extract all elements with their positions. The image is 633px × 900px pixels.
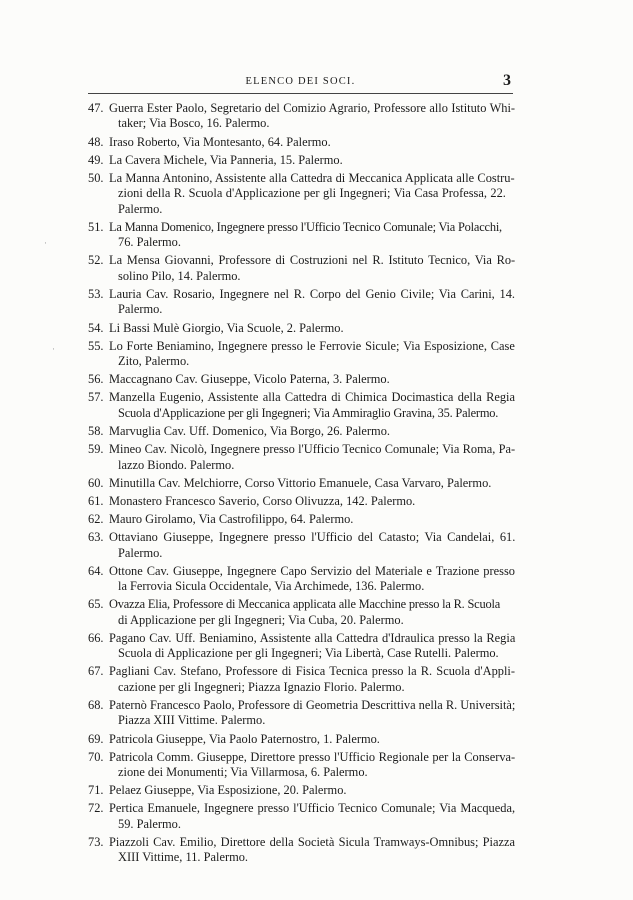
entry-text-line: taker; Via Bosco, 16. Palermo. [118,116,270,131]
entry-text-line: La Cavera Michele, Via Panneria, 15. Palermo. [109,152,343,167]
entry-text-line: Li Bassi Mulè Giorgio, Via Scuole, 2. Palermo. [109,320,344,335]
entry-number: 67. [88,664,104,679]
entry-number: 63. [88,530,104,545]
entry-text-line: Ottone Cav. Giuseppe, Ingegnere Capo Servizio del Materiale e Trazione presso [109,563,515,578]
entry-text-line: di Applicazione per gli Ingegneri; Via Cuba, 20. Palermo. [118,612,404,627]
entry-text-line: XIII Vittime, 11. Palermo. [118,850,249,865]
page-speck: · [44,238,47,248]
entry-number: 70. [88,749,104,764]
entry-text-line: La Manna Antonino, Assistente alla Cattedra di Meccanica Applicata alle Costru- [109,170,515,185]
entry-text-line: Zito, Palermo. [118,354,190,369]
entry-text-line: zioni della R. Scuola d'Applicazione per gli Ingegneri; Via Casa Professa, 22. [118,186,506,201]
entry-number: 56. [88,372,104,387]
entry-text-line: solino Pilo, 14. Palermo. [118,268,241,283]
entry-number: 61. [88,493,104,508]
entry-number: 51. [88,219,104,234]
member-entry [88,321,515,336]
entry-number: 57. [88,390,104,405]
entry-text-line: Piazzoli Cav. Emilio, Direttore della Società Sicula Tramways-Omnibus; Piazza [109,834,515,849]
entry-text-line: Mauro Girolamo, Via Castrofilippo, 64. Palermo. [109,512,354,526]
entry-number: 49. [88,152,104,167]
member-entry [88,171,515,217]
entry-text-line: Maccagnano Cav. Giuseppe, Vicolo Paterna, 3. Palermo. [109,372,390,387]
entry-text-line: 59. Palermo. [118,816,181,831]
entry-text-line: lazzo Biondo. Palermo. [118,457,235,472]
entry-number: 69. [88,731,104,746]
member-entry [88,664,515,695]
entry-text-line: Ottaviano Giuseppe, Ingegnere presso l'Ufficio del Catasto; Via Candelai, 61. [109,530,516,545]
entry-text-line: La Mensa Giovanni, Professore di Costruzioni nel R. Istituto Tecnico, Via Ro- [109,253,516,268]
running-head [88,72,513,94]
member-entry [88,220,515,251]
member-entry [88,372,515,387]
member-entry [88,801,515,832]
member-entry [88,564,515,595]
entry-text-line: Mineo Cav. Nicolò, Ingegnere presso l'Ufficio Tecnico Comunale; Via Roma, Pa- [109,442,516,457]
entry-number: 62. [88,512,104,526]
entry-text-line: Iraso Roberto, Via Montesanto, 64. Palermo. [109,134,331,149]
entry-text-line: Ovazza Elia, Professore di Meccanica applicata alle Macchine presso la R. Scuola [109,597,500,612]
member-entry [88,732,515,747]
entry-number: 59. [88,442,104,457]
entry-number: 64. [88,563,104,578]
entry-text-line: Palermo. [118,545,163,560]
entry-text-line: Palermo. [118,201,163,216]
entry-text-line: la Ferrovia Sicula Occidentale, Via Archimede, 136. Palermo. [118,579,425,594]
entry-text-line: zione dei Monumenti; Via Villarmosa, 6. Palermo. [118,765,368,780]
entry-number: 50. [88,170,104,185]
member-entry [88,424,515,439]
entry-number: 72. [88,801,104,816]
entry-text-line: La Manna Domenico, Ingegnere presso l'Ufficio Tecnico Comunale; Via Polacchi, [109,219,502,234]
member-entry [88,153,515,168]
entry-number: 68. [88,697,104,712]
member-entry [88,442,515,473]
entry-number: 53. [88,286,104,301]
entry-text-line: Pelaez Giuseppe, Via Esposizione, 20. Palermo. [109,783,347,798]
page-speck: · [52,344,55,354]
entry-text-line: Pagano Cav. Uff. Beniamino, Assistente alla Cattedra d'Idraulica presso la Regia [109,630,516,645]
entry-text-line: Scuola di Applicazione per gli Ingegneri; Via Libertà, Case Rutelli. Palermo. [118,646,499,661]
member-entry [88,287,515,318]
running-title: ELENCO DEI SOCI. [245,76,356,87]
entry-text-line: Marvuglia Cav. Uff. Domenico, Via Borgo, 26. Palermo. [109,423,390,438]
entry-number: 73. [88,834,104,849]
entry-text-line: Patricola Comm. Giuseppe, Direttore presso l'Ufficio Regionale per la Conserva- [109,749,516,764]
entry-text-line: Lauria Cav. Rosario, Ingegnere nel R. Corpo del Genio Civile; Via Carini, 14. [109,286,516,301]
entry-number: 54. [88,320,104,335]
entry-text-line: cazione per gli Ingegneri; Piazza Ignazio Florio. Palermo. [118,679,405,694]
page-number: 3 [503,72,511,89]
entry-text-line: Pertica Emanuele, Ingegnere presso l'Ufficio Tecnico Comunale; Via Macqueda, [109,801,516,816]
member-entry [88,101,515,132]
member-entry [88,476,515,491]
entry-text-line: Monastero Francesco Saverio, Corso Olivuzza, 142. Palermo. [109,493,416,508]
entry-text-line: Patricola Giuseppe, Via Paolo Paternostro, 1. Palermo. [109,731,380,746]
entry-text-line: Paternò Francesco Paolo, Professore di Geometria Descrittiva nella R. Università; [109,697,516,712]
header-rule [88,93,513,94]
entry-number: 65. [88,597,104,612]
entry-number: 60. [88,475,104,490]
member-entry [88,512,515,527]
entry-text-line: Scuola d'Applicazione per gli Ingegneri; Via Ammiraglio Gravina, 35. Palermo. [118,405,499,420]
entry-number: 71. [88,783,104,798]
entry-number: 66. [88,630,104,645]
member-entry [88,631,515,662]
entry-text-line: Manzella Eugenio, Assistente alla Cattedra di Chimica Docimastica della Regia [109,390,515,405]
entry-text-line: 76. Palermo. [118,235,181,250]
entry-text-line: Pagliani Cav. Stefano, Professore di Fisica Tecnica presso la R. Scuola d'Appli- [109,664,516,679]
entry-text-line: Piazza XIII Vittime. Palermo. [118,713,266,728]
entry-number: 48. [88,134,104,149]
entry-text-line: Minutilla Cav. Melchiorre, Corso Vittorio Emanuele, Casa Varvaro, Palermo. [109,475,492,490]
member-entry [88,698,515,729]
member-entry [88,530,515,561]
member-entry [88,390,515,421]
member-entry [88,339,515,370]
member-entry [88,835,515,866]
entry-text-line: Palermo. [118,302,163,317]
member-entry [88,494,515,509]
entry-text-line: Guerra Ester Paolo, Segretario del Comizio Agrario, Professore allo Istituto Whi- [109,101,516,115]
member-entry [88,597,515,628]
entry-number: 58. [88,423,104,438]
entry-number: 47. [88,101,104,115]
member-entry [88,783,515,798]
member-entry [88,750,515,781]
entry-number: 55. [88,338,104,353]
member-entry [88,135,515,150]
entry-text-line: Lo Forte Beniamino, Ingegnere presso le Ferrovie Sicule; Via Esposizione, Case [109,338,515,353]
member-entry [88,253,515,284]
member-list [88,101,515,869]
entry-number: 52. [88,253,104,268]
